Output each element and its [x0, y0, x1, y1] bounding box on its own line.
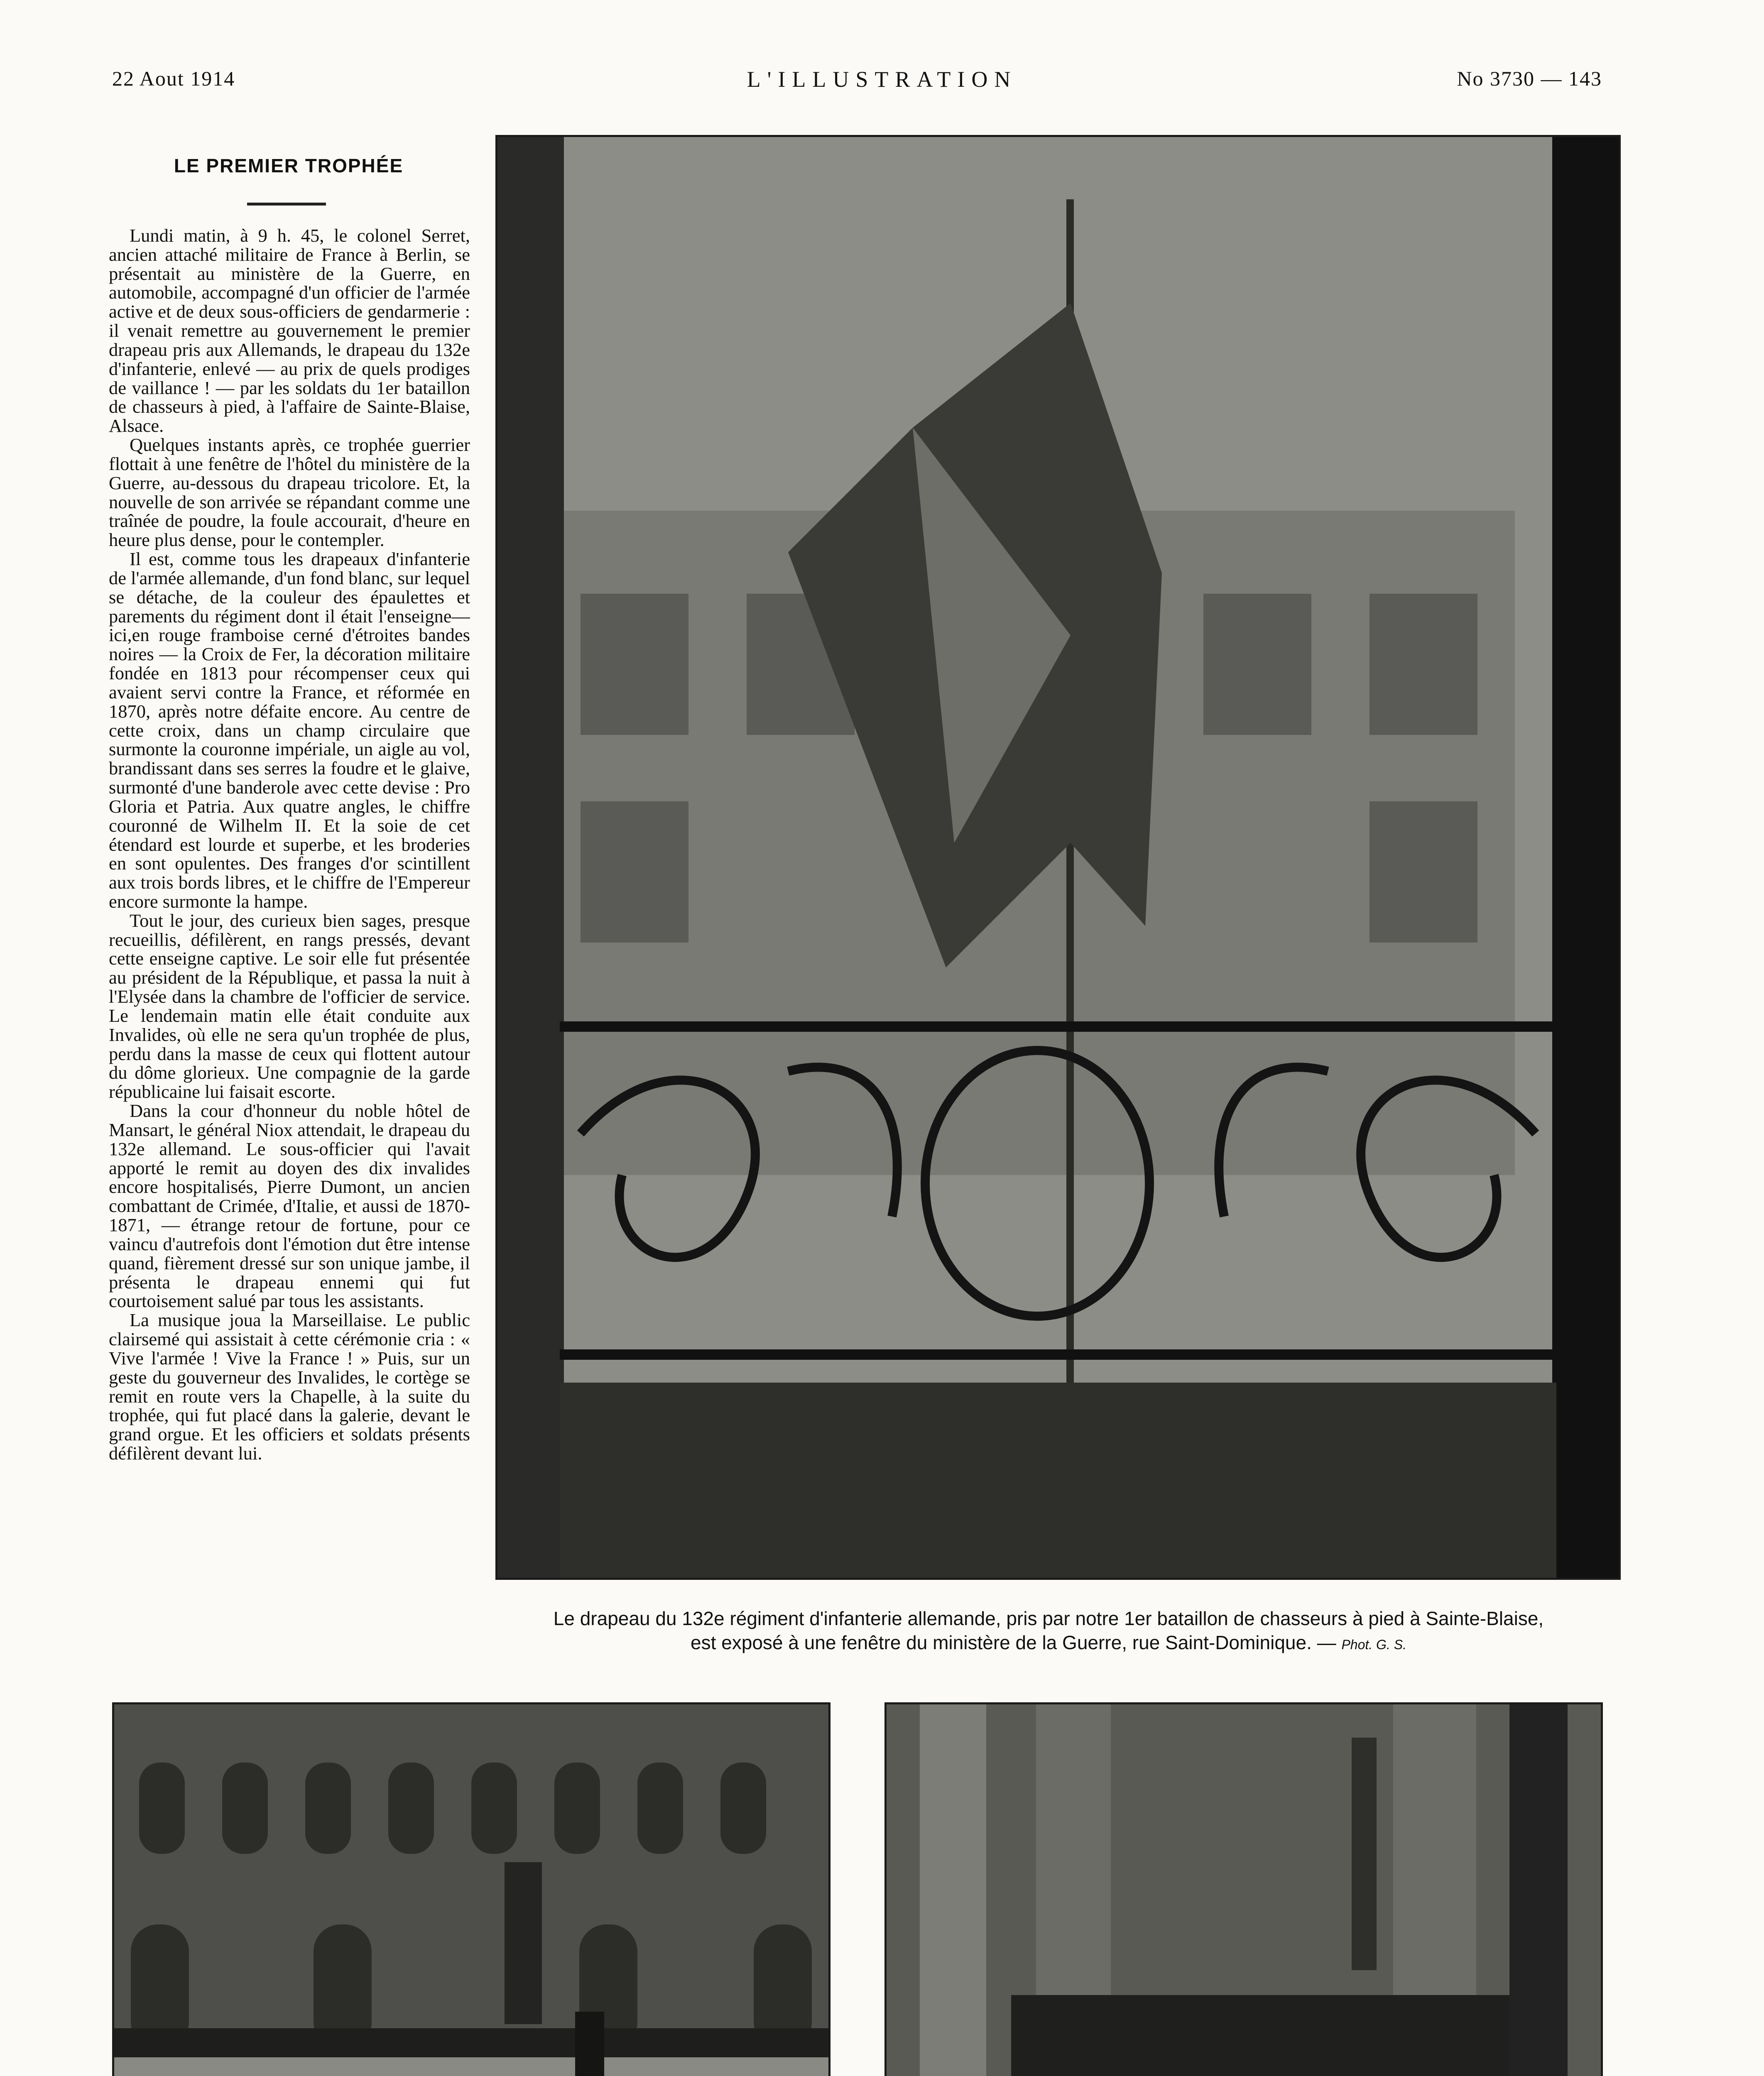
masthead-title: L'ILLUSTRATION [747, 67, 1017, 92]
main-caption-line2 [473, 1631, 1624, 1655]
main-photo-caption [473, 1607, 1624, 1655]
article-paragraph: Quelques instants après, ce trophée guerrier flottait à une fenêtre de l'hôtel du ministère de la Guerre, au-dessous du drapeau tricolore. Et, la nouvelle de son arrivée se répandant comme une traînée de poudre, la foule accourait, d'heure en heure plus dense, pour le contempler. [109, 434, 470, 551]
article-body [109, 226, 470, 1669]
article-paragraph: Il est, comme tous les drapeaux d'infanterie de l'armée allemande, d'un fond blanc, sur lequel se détache, de la couleur des épaulettes et parements du régiment dont il était l'enseigne—ici,en rouge framboise cerné d'étroites bandes noires — la Croix de Fer, la décoration militaire fondée en 1813 pour récompenser ceux qui avaient servi contre la France, et réformée en 1870, après notre défaite encore. Au centre de cette croix, dans un champ circulaire que surmonte la couronne impériale, un aigle au vol, brandissant dans ses serres la foudre et le glaive, surmonté d'une banderole avec cette devise : Pro Gloria et Patria. Aux quatre angles, le chiffre couronné de Wilhelm II. Et la soie de cet étendard est lourde et superbe, et les broderies en sont opulentes. Des franges d'or scintillent aux trois bords libres, et le chiffre de l'Empereur encore surmonte la hampe. [109, 548, 470, 912]
header-date: 22 Aout 1914 [112, 67, 235, 90]
chapel-entrance-illustration [887, 1704, 1601, 2076]
photo-flag-window [495, 135, 1621, 1580]
main-caption-line1: Le drapeau du 132e régiment d'infanterie allemande, pris par notre 1er bataillon de chasseurs à pied à Sainte-Blaise, [553, 1608, 1544, 1629]
article-paragraph: La musique joua la Marseillaise. Le public clairsemé qui assistait à cette cérémonie cria : « Vive l'armée ! Vive la France ! » Puis, sur un geste du gouverneur des Invalides, le cortège se remit en route vers la Chapelle, à la suite du trophée, qui fut placé dans la galerie, devant le grand orgue. Et les officiers et soldats présents défilèrent devant lui. [109, 1310, 470, 1464]
article-paragraph: Tout le jour, des curieux bien sages, presque recueillis, défilèrent, en rangs pressés, devant cette enseigne captive. Le soir elle fut présentée au président de la République, et passa la nuit à l'Elysée dans la chambre de l'officier de service. Le lendemain matin elle était conduite aux Invalides, où elle ne sera qu'un trophée de plus, perdu dans la masse de ceux qui flottent autour du dôme glorieux. Une compagnie de la garde républicaine lui faisait escorte. [109, 910, 470, 1102]
issue-number: No 3730 — 143 [1457, 67, 1602, 90]
article-paragraph: Lundi matin, à 9 h. 45, le colonel Serret, ancien attaché militaire de France à Berlin, se présentait au ministère de la Guerre, en automobile, accompagné d'un officier de l'armée active et de deux sous-officiers de gendarmerie : il venait remettre au gouvernement le premier drapeau pris aux Allemands, le drapeau du 132e d'infanterie, enlevé — au prix de quels prodiges de vaillance ! — par les soldats du 1er bataillon de chasseurs à pied, à l'affaire de Sainte-Blaise, Alsace. [109, 226, 470, 436]
main-caption-line2-text: est exposé à une fenêtre du ministère de la Guerre, rue Saint-Dominique. — [691, 1631, 1336, 1653]
article-paragraph: Dans la cour d'honneur du noble hôtel de Mansart, le général Niox attendait, le drapeau du 132e allemand. Le sous-officier qui l'avait apporté le remit au doyen des dix invalides encore hospitalisés, Pierre Dumont, un ancien combattant de Crimée, d'Italie, et aussi de 1870-1871, — étrange retour de fortune, pour ce vaincu d'autrefois dont l'émotion dut être intense quand, fièrement dressé sur son unique jambe, il présenta le drapeau ennemi qui fut courtoisement salué par tous les assistants. [109, 1100, 470, 1312]
courtyard-illustration [114, 1704, 828, 2076]
main-photo-credit: Phot. G. S. [1341, 1637, 1406, 1652]
article-title: LE PREMIER TROPHÉE [174, 155, 404, 176]
flag-window-illustration [497, 137, 1619, 1578]
title-rule [247, 203, 326, 206]
photo-chapel-entrance [884, 1702, 1603, 2076]
photo-courtyard [112, 1702, 831, 2076]
